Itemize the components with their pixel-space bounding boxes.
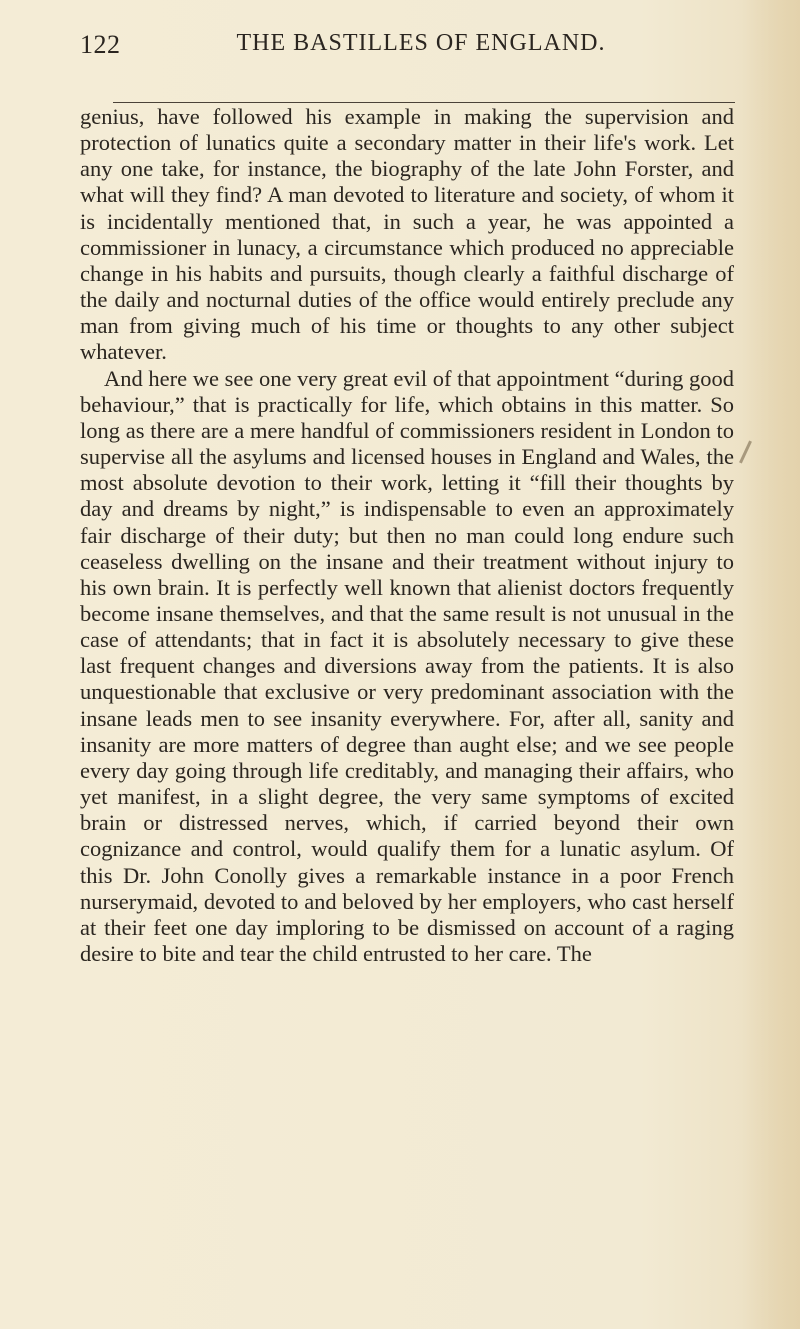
paragraph: genius, have followed his example in making the supervision and protection of lunatics quite a secondary matter in their life's work. Let any one take, for instance, the biography of the late John Forster, and what will they find? A man devoted to literature and society, of whom it is incidentally mentioned that, in such a year, he was appointed a commissioner in lunacy, a circumstance which produced no appreciable change in his habits and pursuits, though clearly a faithful discharge of the daily and nocturnal duties of the office would entirely preclude any man from giving much of his time or thoughts to any other subject whatever. <box>80 104 734 365</box>
page-header <box>80 18 732 58</box>
body-text <box>80 104 734 967</box>
running-title: THE BASTILLES OF ENGLAND. <box>236 30 606 56</box>
header-rule <box>113 102 735 103</box>
page-edge-shadow <box>740 0 800 1329</box>
paragraph: And here we see one very great evil of that appointment “during good behaviour,” that is practically for life, which obtains in this matter. So long as there are a mere handful of commissioners resident in London to supervise all the asylums and licensed houses in England and Wales, the most absolute devotion to their work, letting it “fill their thoughts by day and dreams by night,” is indispensable to even an approximately fair discharge of their duty; but then no man could long endure such ceaseless dwelling on the insane and their treatment without injury to his own brain. It is perfectly well known that alienist doctors frequently become insane themselves, and that the same result is not unusual in the case of attendants; that in fact it is absolutely necessary to give these last frequent changes and diversions away from the patients. It is also unquestionable that exclusive or very predominant association with the insane leads men to see insanity everywhere. For, after all, sanity and insanity are more matters of degree than aught else; and we see people every day going through life creditably, and managing their affairs, who yet manifest, in a slight degree, the very same symptoms of excited brain or distressed nerves, which, if carried beyond their own cognizance and control, would qualify them for a lunatic asylum. Of this Dr. John Conolly gives a remarkable instance in a poor French nurserymaid, devoted to and beloved by her employers, who cast herself at their feet one day imploring to be dismissed on account of a raging desire to bite and tear the child entrusted to her care. The <box>80 365 734 966</box>
page-number: 122 <box>80 30 121 59</box>
